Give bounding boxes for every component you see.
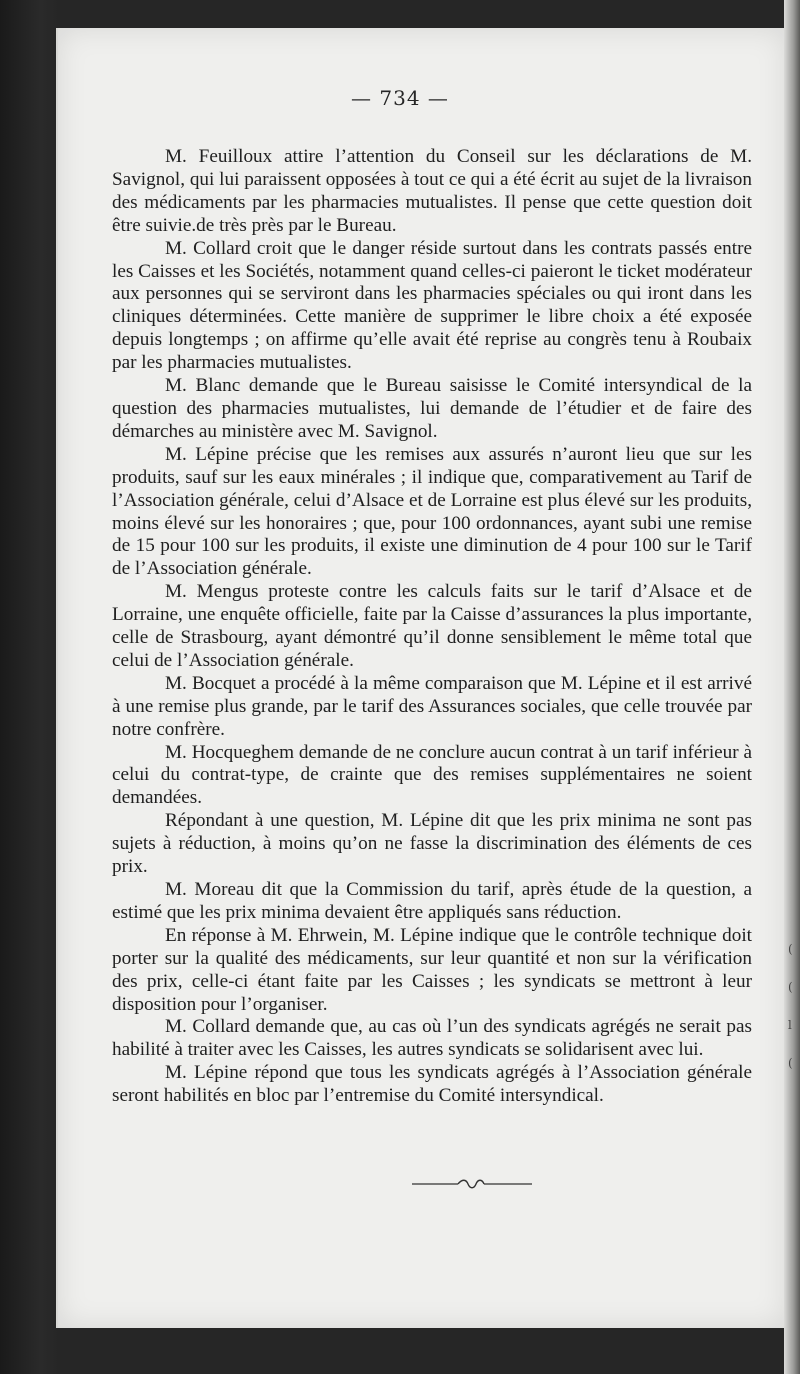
paragraph: M. Bocquet a procédé à la même comparaison que M. Lépine et il est arrivé à une remise plus grande, par le tarif des Assurances sociales, que celle trouvée par notre confrère. (112, 672, 752, 740)
paragraph: M. Moreau dit que la Commission du tarif, après étude de la question, a estimé que les prix minima devaient être appliqués sans réduction. (112, 879, 752, 923)
margin-text-fragments (788, 930, 798, 1082)
paragraph: M. Feuilloux attire l’attention du Conseil sur les déclarations de M. Savignol, qui lui paraissent opposées à tout ce qui a été écrit au sujet de la livraison des médicaments par les pharmacies mutualistes. Il pense que cette question doit être suivie.de très près par le Bureau. (112, 146, 752, 236)
paragraph: M. Mengus proteste contre les calculs faits sur le tarif d’Alsace et de Lorraine, une enquête officielle, faite par la Caisse d’assurances la plus importante, celle de Strasbourg, ayant démontré qu’il donne sensiblement le même total que celui de l’Association générale. (112, 581, 752, 671)
margin-fragment: ( (788, 980, 793, 994)
paragraph: M. Collard croit que le danger réside surtout dans les contrats passés entre les Caisses et les Sociétés, notamment quand celles-ci paieront le ticket modérateur aux personnes qui se serviront dans les pharmacies spéciales ou qui iront dans les cliniques déterminées. Cette manière de supprimer le libre choix a été exposée depuis longtemps ; on affirme qu’elle avait été reprise au congrès tenu à Roubaix par les pharmacies mutualistes. (112, 237, 752, 374)
margin-fragment: ( (788, 1056, 793, 1070)
paragraph: M. Lépine répond que tous les syndicats agrégés à l’Association générale seront habilités en bloc par l’entremise du Comité intersyndical. (112, 1062, 752, 1107)
body-text (112, 146, 752, 1108)
paragraph: Répondant à une question, M. Lépine dit que les prix minima ne sont pas sujets à réduction, à moins qu’on ne fasse la discrimination des éléments de ces prix. (112, 810, 752, 878)
margin-fragment: ( (788, 942, 793, 956)
paragraph: M. Collard demande que, au cas où l’un des syndicats agrégés ne serait pas habilité à traiter avec les Caisses, les autres syndicats se solidarisent avec lui. (112, 1016, 752, 1061)
paragraph: M. Blanc demande que le Bureau saisisse le Comité intersyndical de la question des pharmacies mutualistes, lui demande de l’étudier et de faire des démarches au ministère avec M. Savignol. (112, 375, 752, 442)
page-number: — 734 — (351, 86, 449, 110)
margin-fragment: l (788, 1018, 792, 1032)
paragraph: M. Lépine précise que les remises aux assurés n’auront lieu que sur les produits, sauf sur les eaux minérales ; il indique que, comparativement au Tarif de l’Association générale, celui d’Alsace et de Lorraine est plus élevé sur les produits, moins élevé sur les honoraires ; que, pour 100 ordonnances, ayant subi une remise de 15 pour 100 sur les produits, il existe une diminution de 4 pour 100 sur le Tarif de l’Association générale. (112, 443, 752, 580)
paragraph: M. Hocqueghem demande de ne conclure aucun contrat à un tarif inférieur à celui du contrat-type, de crainte que des remises supplémentaires ne soient demandées. (112, 741, 752, 809)
next-page-edge (784, 0, 800, 1374)
end-ornament (412, 1178, 532, 1190)
paragraph: En réponse à M. Ehrwein, M. Lépine indique que le contrôle technique doit porter sur la qualité des médicaments, sur leur quantité et non sur la vérification des prix, celle-ci étant faite par les Caisses ; les syndicats se mettront à leur disposition pour l’organiser. (112, 924, 752, 1015)
